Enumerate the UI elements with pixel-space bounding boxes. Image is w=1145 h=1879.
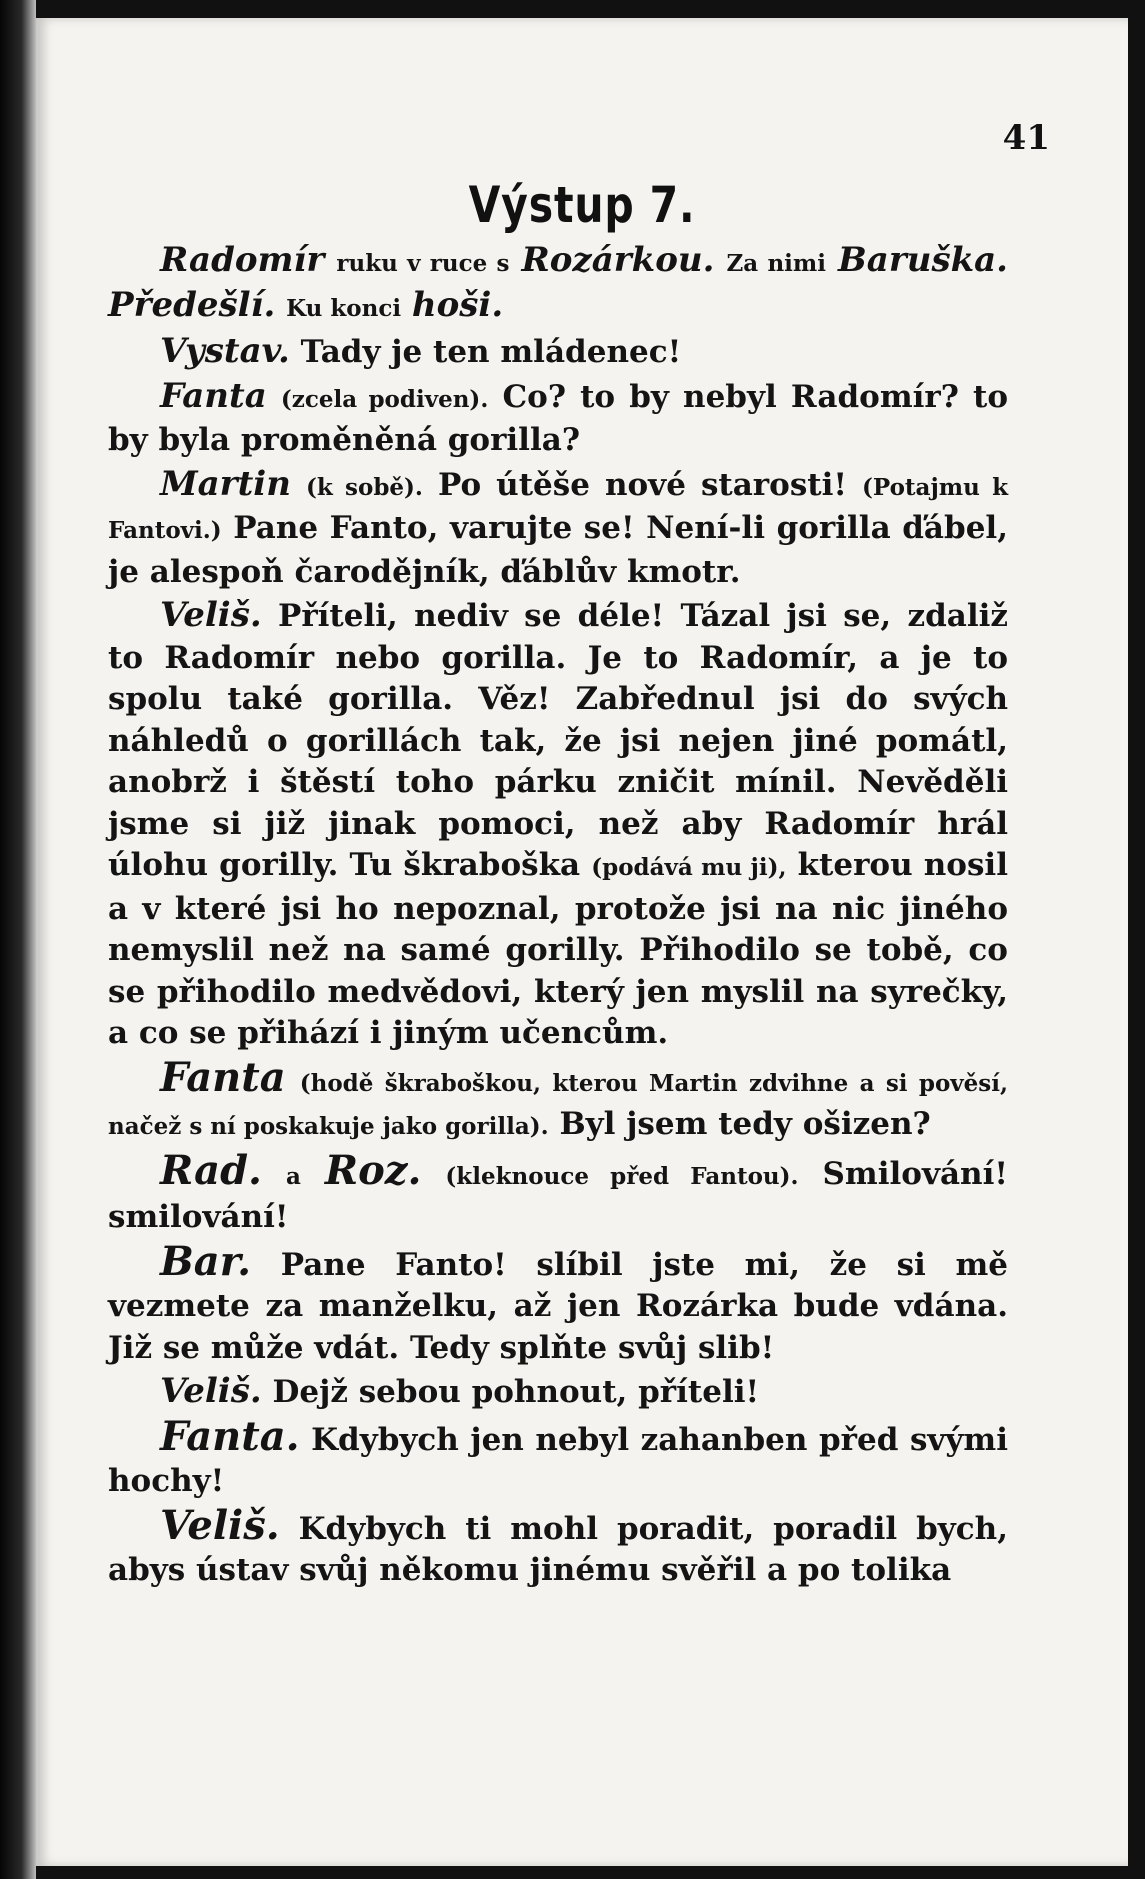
book-page [36, 18, 1128, 1866]
dialogue-text: Příteli, nediv se déle! Tázal jsi se, zdaliž to Radomír nebo gorilla. Je to Radomír, a je to spolu také gorilla. Věz! Zabřednul jsi do svých náhledů o gorillách tak, že jsi nejen jiné pomátl, anobrž i štěstí toho párku zničit mínil. Nevěděli jsme si již jinak pomoci, než aby Radomír hrál úlohu gorilly. Tu škraboška [108, 598, 1008, 883]
stage-direction: (Potajmu k Fantovi.) [108, 473, 1009, 544]
dialogue-text: Dejž sebou pohnout, příteli! [272, 1374, 760, 1410]
stage-direction: Za nimi [726, 250, 826, 277]
speaker-name: Veliš. [160, 1371, 262, 1411]
speaker-name: Vystav. [160, 331, 290, 371]
dialogue-line [108, 1371, 1008, 1414]
dialogue-text: Kdybych ti mohl poradit, poradil bych, abys ústav svůj někomu jinému svěřil a po tolika [108, 1510, 1008, 1588]
stage-direction: ruku v ruce s [336, 250, 510, 277]
speaker-name: Roz. [324, 1146, 422, 1194]
dialogue-line [108, 1146, 1008, 1239]
dialogue-text: Byl jsem tedy ošizen? [559, 1106, 931, 1142]
speaker-name: Fanta [160, 1053, 286, 1101]
speaker-name: Baruška. [838, 240, 1009, 280]
speaker-name: Veliš. [160, 595, 262, 635]
stage-direction: (kleknouce před Fantou). [445, 1162, 799, 1190]
dialogue-line [108, 1053, 1008, 1148]
stage-direction: (k sobě). [305, 473, 423, 501]
dialogue-line [108, 1412, 1008, 1503]
dialogue-line [108, 595, 1008, 1055]
dialogue-line [108, 1237, 1009, 1370]
dialogue-line [108, 464, 1008, 594]
book-spine-shadow [0, 0, 36, 1879]
stage-direction: (hodě škraboškou, kterou Martin zdvihne a si pověsí, načež s ní poskakuje jako gorilla). [108, 1069, 1008, 1140]
dialogue-text: Pane Fanto, varujte se! Není-li gorilla ďábel, je alespoň čarodějník, ďáblův kmotr. [108, 510, 1008, 590]
speaker-name: Rad. [160, 1146, 262, 1194]
dialogue-text: Co? to by nebyl Radomír? to by byla proměněná gorilla? [108, 378, 1009, 458]
speaker-name: Martin [160, 463, 291, 504]
speaker-name: Předešlí. [108, 284, 276, 325]
stage-direction: Ku konci [286, 294, 402, 322]
dialogue-text: Smilování! smilování! [108, 1155, 1008, 1235]
speaker-name: Bar. [160, 1237, 252, 1285]
dialogue-text: Po útěše nové starosti! [437, 466, 847, 503]
speaker-name: Veliš. [160, 1501, 280, 1549]
stage-direction: a [285, 1162, 301, 1190]
dialogue-text: Kdybych jen nebyl zahanben před svými hochy! [108, 1421, 1008, 1499]
dialogue-line [108, 331, 1008, 374]
dialogue-text: Tady je ten mládenec! [300, 334, 682, 370]
speaker-name: Rozárkou. [521, 240, 715, 280]
scene-title: Výstup 7. [468, 176, 696, 234]
speaker-name: Fanta [160, 375, 267, 416]
speaker-name: Fanta. [160, 1412, 300, 1460]
scene-intro [108, 240, 1008, 329]
dialogue-text: Pane Fanto! slíbil jste mi, že si mě vezmete za manželku, až jen Rozárka bude vdána. Již se může vdát. Tedy splňte svůj slib! [108, 1246, 1009, 1366]
page-number: 41 [1002, 118, 1050, 158]
stage-direction: (podává mu ji), [591, 854, 787, 881]
page-text [108, 240, 1008, 1594]
dialogue-text: kterou nosil a v které jsi ho nepoznal, protože jsi na nic jiného nemyslil než na samé gorilly. Přihodilo se tobě, co se přihodilo medvědovi, který jen myslil na syrečky, a co se přihází i jiným učencům. [108, 847, 1008, 1051]
dialogue-line [108, 1501, 1008, 1592]
dialogue-line [108, 376, 1008, 462]
stage-direction: (zcela podiven). [280, 385, 489, 413]
speaker-name: Radomír [160, 240, 325, 280]
speaker-name: hoši. [411, 284, 504, 325]
